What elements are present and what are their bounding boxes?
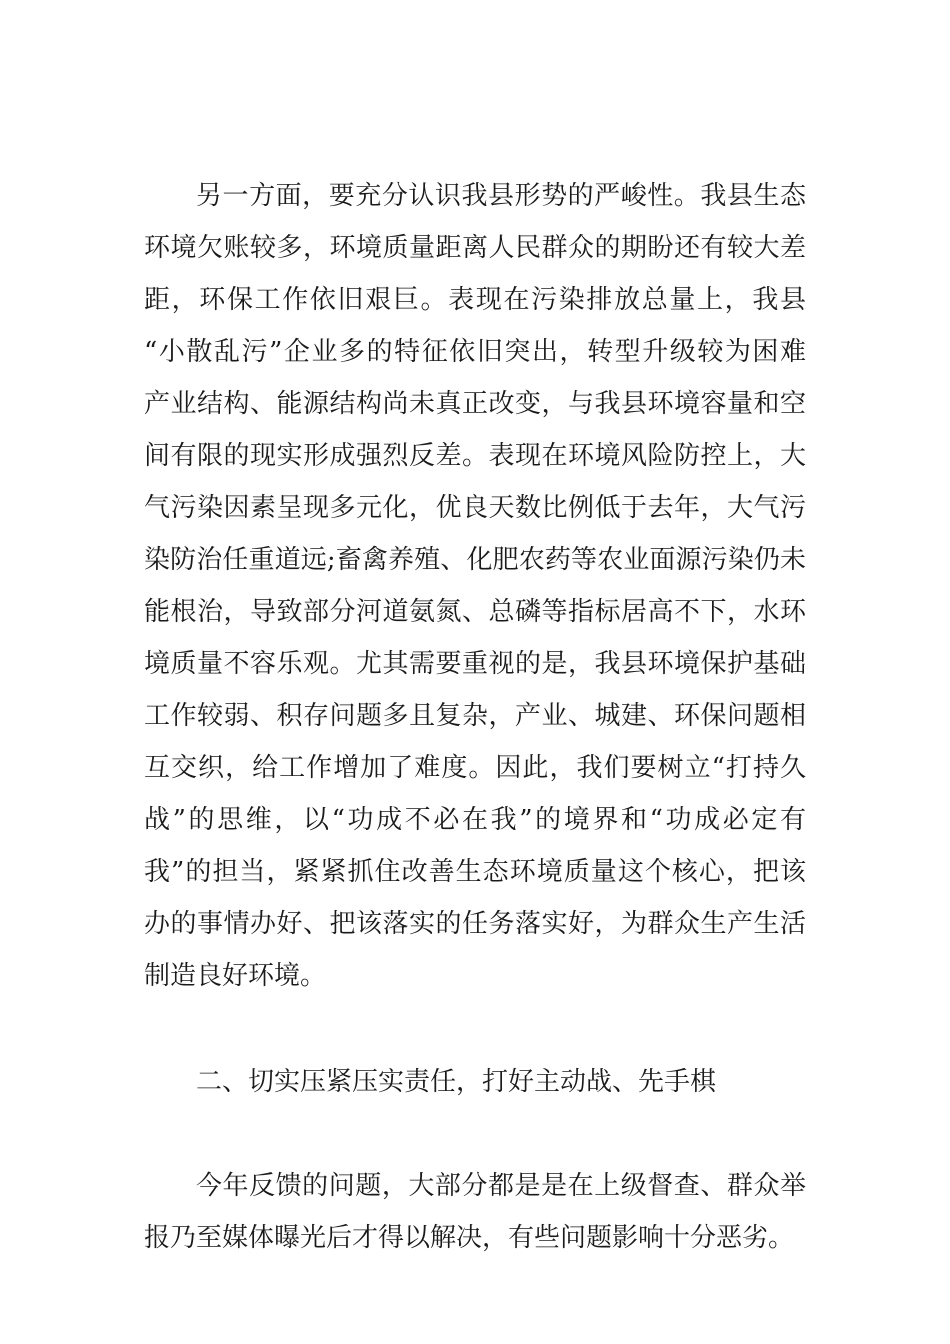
paragraph-1-line-10: 境质量不容乐观。尤其需要重视的是，我县环境保护基础: [144, 649, 806, 679]
paragraph-1-line-13: 战”的思维，以“功成不必在我”的境界和“功成必定有: [144, 805, 806, 835]
paragraph-1-line-12: 互交织，给工作增加了难度。因此，我们要树立“打持久: [144, 753, 806, 783]
paragraph-1-line-16: 制造良好环境。: [144, 961, 327, 991]
paragraph-1-line-8: 染防治任重道远;畜禽养殖、化肥农药等农业面源污染仍未: [144, 545, 806, 575]
section-heading: 二、切实压紧压实责任，打好主动战、先手棋: [196, 1067, 717, 1097]
paragraph-1-line-11: 工作较弱、积存问题多且复杂，产业、城建、环保问题相: [144, 701, 806, 731]
paragraph-1-line-5: 产业结构、能源结构尚未真正改变，与我县环境容量和空: [144, 389, 806, 419]
paragraph-1-line-3: 距，环保工作依旧艰巨。表现在污染排放总量上，我县: [144, 285, 806, 315]
paragraph-2-line-1: 今年反馈的问题，大部分都是是在上级督查、群众举: [196, 1171, 806, 1201]
paragraph-1-line-6: 间有限的现实形成强烈反差。表现在环境风险防控上，大: [144, 441, 806, 471]
paragraph-1-line-7: 气污染因素呈现多元化，优良天数比例低于去年，大气污: [144, 493, 806, 523]
paragraph-1-line-1: 另一方面，要充分认识我县形势的严峻性。我县生态: [196, 181, 806, 211]
paragraph-1-line-2: 环境欠账较多，环境质量距离人民群众的期盼还有较大差: [144, 233, 806, 263]
paragraph-1-line-4: “小散乱污”企业多的特征依旧突出，转型升级较为困难: [144, 337, 806, 367]
paragraph-1-line-9: 能根治，导致部分河道氨氮、总磷等指标居高不下，水环: [144, 597, 806, 627]
paragraph-1-line-15: 办的事情办好、把该落实的任务落实好，为群众生产生活: [144, 909, 806, 939]
paragraph-1-line-14: 我”的担当，紧紧抓住改善生态环境质量这个核心，把该: [144, 857, 806, 887]
paragraph-2-line-2: 报乃至媒体曝光后才得以解决，有些问题影响十分恶劣。: [144, 1223, 795, 1253]
